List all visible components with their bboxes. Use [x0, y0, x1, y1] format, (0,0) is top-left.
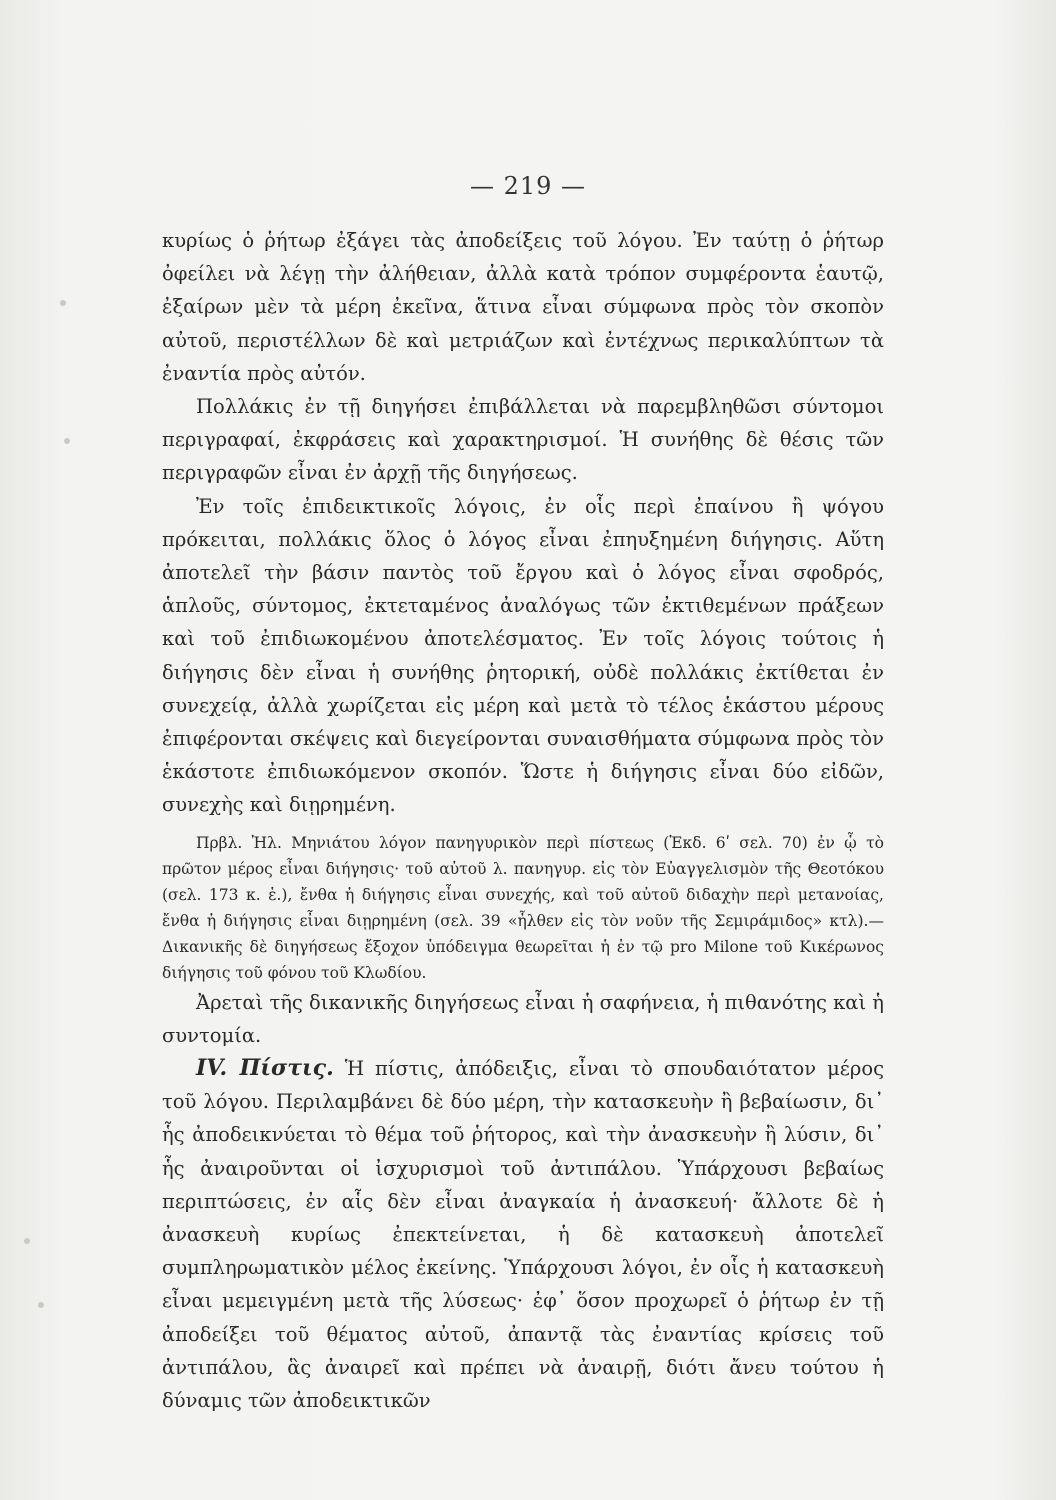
paper-speck: [38, 1302, 44, 1308]
footnote: Πρβλ. Ἠλ. Μηνιάτου λόγον πανηγυρικὸν περὶ πίστεως (Ἐκδ. 6ʹ σελ. 70) ἐν ᾧ τὸ πρῶτον μέρος εἶναι διήγησις· τοῦ αὐτοῦ λ. πανηγυρ. εἰς τὸν Εὐαγγελισμὸν τῆς Θεοτόκου (σελ. 173 κ. ἑ.), ἔνθα ἡ διήγησις εἶναι συνεχής, καὶ τοῦ αὐτοῦ διδαχὴν περὶ μετανοίας, ἔνθα ἡ διήγησις εἶναι διῃρημένη (σελ. 39 «ἦλθεν εἰς τὸν νοῦν τῆς Σεμιράμιδος» κτλ).—Δικανικῆς δὲ διηγήσεως ἔξοχον ὑπόδειγμα θεωρεῖται ἡ ἐν τῷ pro Milone τοῦ Κικέρωνος διήγησις τοῦ φόνου τοῦ Κλωδίου.: [162, 833, 884, 982]
page-number: — 219 —: [469, 172, 587, 200]
paragraph: Ἀρεταὶ τῆς δικανικῆς διηγήσεως εἶναι ἡ σαφήνεια, ἡ πιθανότης καὶ ἡ συντομία.: [162, 990, 884, 1047]
paragraph: Πολλάκις ἐν τῇ διηγήσει ἐπιβάλλεται νὰ παρεμβληθῶσι σύντομοι περιγραφαί, ἐκφράσεις καὶ χαρακτηρισμοί. Ἡ συνήθης δὲ θέσις τῶν περιγραφῶν εἶναι ἐν ἀρχῇ τῆς διηγήσεως.: [162, 395, 884, 485]
section-text: Ἡ πίστις, ἀπόδειξις, εἶναι τὸ σπουδαιότατον μέρος τοῦ λόγου. Περιλαμβάνει δὲ δύο μέρη, τὴν κατασκευὴν ἢ βεβαίωσιν, δι᾽ ἧς ἀποδεικνύεται τὸ θέμα τοῦ ῥήτορος, καὶ τὴν ἀνασκευὴν ἢ λύσιν, δι᾽ ἧς ἀναιροῦνται οἱ ἰσχυρισμοὶ τοῦ ἀντιπάλου. Ὑπάρχουσι βεβαίως περιπτώσεις, ἐν αἷς δὲν εἶναι ἀναγκαία ἡ ἀνασκευή· ἄλλοτε δὲ ἡ ἀνασκευὴ κυρίως ἐπεκτείνεται, ἡ δὲ κατασκευὴ ἀποτελεῖ συμπληρωματικὸν μέλος ἐκείνης. Ὑπάρχουσι λόγοι, ἐν οἷς ἡ κατασκευὴ εἶναι μεμειγμένη μετὰ τῆς λύσεως· ἐφ᾽ ὅσον προχωρεῖ ὁ ῥήτωρ ἐν τῇ ἀποδείξει τοῦ θέματος αὐτοῦ, ἀπαντᾷ τὰς ἐναντίας κρίσεις τοῦ ἀντιπάλου, ἃς ἀναιρεῖ καὶ πρέπει νὰ ἀναιρῇ, διότι ἄνευ τούτου ἡ δύναμις τῶν ἀποδεικτικῶν: [162, 1057, 884, 1413]
page-body: [162, 224, 884, 1417]
section-heading: IV. Πίστις.: [196, 1055, 334, 1082]
paper-speck: [24, 1238, 30, 1244]
paper-speck: [64, 438, 70, 444]
paper-speck: [60, 300, 66, 306]
paragraph: κυρίως ὁ ῥήτωρ ἐξάγει τὰς ἀποδείξεις τοῦ λόγου. Ἐν ταύτῃ ὁ ῥήτωρ ὀφείλει νὰ λέγῃ τὴν ἀλήθειαν, ἀλλὰ κατὰ τρόπον συμφέροντα ἑαυτῷ, ἐξαίρων μὲν τὰ μέρη ἐκεῖνα, ἅτινα εἶναι σύμφωνα πρὸς τὸν σκοπὸν αὐτοῦ, περιστέλλων δὲ καὶ μετριάζων καὶ ἐντέχνως περικαλύπτων τὰ ἐναντία πρὸς αὐτόν.: [162, 229, 884, 385]
section: [162, 1052, 884, 1417]
paragraph: Ἐν τοῖς ἐπιδεικτικοῖς λόγοις, ἐν οἷς περὶ ἐπαίνου ἢ ψόγου πρόκειται, πολλάκις ὅλος ὁ λόγος εἶναι ἐπηυξημένη διήγησις. Αὕτη ἀποτελεῖ τὴν βάσιν παντὸς τοῦ ἔργου καὶ ὁ λόγος εἶναι σφοδρός, ἁπλοῦς, σύντομος, ἐκτεταμένος ἀναλόγως τῶν ἐκτιθεμένων πράξεων καὶ τοῦ ἐπιδιωκομένου ἀποτελέσματος. Ἐν τοῖς λόγοις τούτοις ἡ διήγησις δὲν εἶναι ἡ συνήθης ῥητορική, οὐδὲ πολλάκις ἐκτίθεται ἐν συνεχείᾳ, ἀλλὰ χωρίζεται εἰς μέρη καὶ μετὰ τὸ τέλος ἑκάστου μέρους ἐπιφέρονται σκέψεις καὶ διεγείρονται συναισθήματα σύμφωνα πρὸς τὸν ἑκάστοτε ἐπιδιωκόμενον σκοπόν. Ὥστε ἡ διήγησις εἶναι δύο εἰδῶν, συνεχὴς καὶ διῃρημένη.: [162, 494, 884, 817]
